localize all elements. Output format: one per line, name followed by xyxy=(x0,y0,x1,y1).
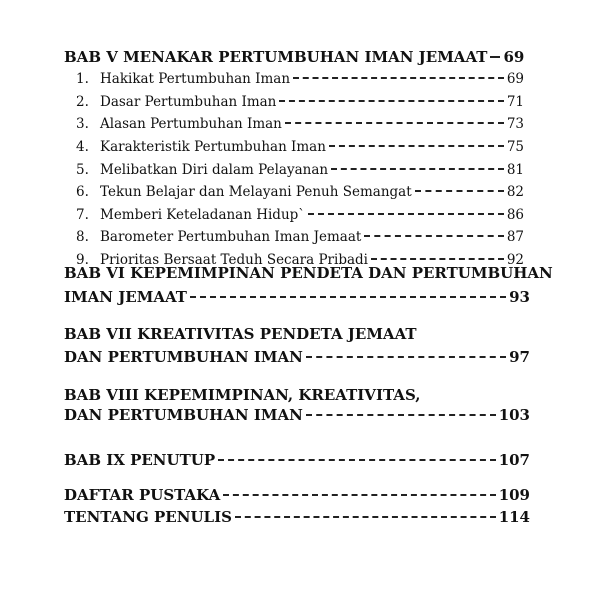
dot-leader xyxy=(371,258,504,260)
toc-subitem-number: 7. xyxy=(76,207,89,223)
toc-subitem[interactable] xyxy=(76,96,524,110)
toc-subitem-label: Prioritas Bersaat Teduh Secara Pribadi xyxy=(100,252,368,268)
toc-entry-title: BAB VII KREATIVITAS PENDETA JEMAAT xyxy=(64,325,417,343)
toc-subitem[interactable] xyxy=(76,73,524,87)
toc-page-number: 69 xyxy=(506,71,524,87)
toc-page-number: 109 xyxy=(498,486,530,504)
toc-subitem-number: 1. xyxy=(76,71,89,87)
toc-page-number: 103 xyxy=(498,406,530,424)
toc-entry-bab6-line1[interactable] xyxy=(64,266,553,281)
dot-leader xyxy=(285,122,504,124)
toc-entry-bab9[interactable] xyxy=(64,453,530,468)
toc-entry-title: IMAN JEMAAT xyxy=(64,288,187,306)
dot-leader xyxy=(293,77,504,79)
toc-entry-bab7[interactable] xyxy=(64,350,530,365)
toc-subitem[interactable] xyxy=(76,164,524,178)
dot-leader xyxy=(329,145,504,147)
toc-page-number: 86 xyxy=(506,207,524,223)
toc-entry-bab6[interactable] xyxy=(64,290,530,305)
toc-page-number: 71 xyxy=(506,94,524,110)
toc-page-number: 69 xyxy=(503,48,525,66)
toc-entry-title: BAB VIII KEPEMIMPINAN, KREATIVITAS, xyxy=(64,386,421,404)
toc-subitem-number: 5. xyxy=(76,162,89,178)
toc-subitem-label: Karakteristik Pertumbuhan Iman xyxy=(100,139,326,155)
dot-leader xyxy=(364,235,504,237)
toc-subitem[interactable] xyxy=(76,141,524,155)
toc-page-number: 97 xyxy=(509,348,530,366)
toc-entry-title: BAB V MENAKAR PERTUMBUHAN IMAN JEMAAT xyxy=(64,48,488,66)
dot-leader xyxy=(190,296,506,298)
toc-entry-title: DAFTAR PUSTAKA xyxy=(64,486,221,504)
toc-entry-daftar-pustaka[interactable] xyxy=(64,488,530,503)
dot-leader xyxy=(235,516,496,518)
toc-page-number: 93 xyxy=(509,288,530,306)
dot-leader xyxy=(308,213,504,215)
toc-entry-bab8-line1[interactable] xyxy=(64,388,420,403)
toc-page-number: 114 xyxy=(498,508,530,526)
toc-page-number: 75 xyxy=(506,139,524,155)
toc-entry-title: TENTANG PENULIS xyxy=(64,508,232,526)
toc-entry-bab7-line1[interactable] xyxy=(64,327,417,342)
toc-subitem-label: Alasan Pertumbuhan Iman xyxy=(100,116,282,132)
toc-page-number: 87 xyxy=(506,229,524,245)
dot-leader xyxy=(415,190,504,192)
toc-page-number: 107 xyxy=(498,451,530,469)
toc-subitem-number: 2. xyxy=(76,94,89,110)
toc-subitem-label: Melibatkan Diri dalam Pelayanan xyxy=(100,162,329,178)
toc-entry-bab5[interactable] xyxy=(64,50,524,65)
dot-leader xyxy=(306,414,496,416)
toc-subitem-label: Memberi Keteladanan Hidup` xyxy=(100,207,306,223)
toc-subitem-label: Hakikat Pertumbuhan Iman xyxy=(100,71,291,87)
dot-leader xyxy=(306,356,506,358)
toc-subitem[interactable] xyxy=(76,118,524,132)
toc-subitem-number: 8. xyxy=(76,229,89,245)
toc-entry-bab8[interactable] xyxy=(64,408,530,423)
dot-leader xyxy=(490,56,500,58)
dot-leader xyxy=(223,494,495,496)
dot-leader xyxy=(218,459,496,461)
toc-subitem-label: Dasar Pertumbuhan Iman xyxy=(100,94,277,110)
toc-page-number: 82 xyxy=(506,184,524,200)
toc-subitem[interactable] xyxy=(76,209,524,223)
toc-entry-title: BAB IX PENUTUP xyxy=(64,451,216,469)
toc-subitem[interactable] xyxy=(76,186,524,200)
toc-page-number: 73 xyxy=(506,116,524,132)
toc-subitem-number: 4. xyxy=(76,139,89,155)
dot-leader xyxy=(331,168,504,170)
toc-subitem-number: 6. xyxy=(76,184,89,200)
toc-page-number: 92 xyxy=(506,252,524,268)
toc-entry-title: BAB VI KEPEMIMPINAN PENDETA DAN PERTUMBUHAN xyxy=(64,264,553,282)
toc-page-number: 81 xyxy=(506,162,524,178)
toc-subitem-number: 3. xyxy=(76,116,89,132)
toc-subitem-label: Tekun Belajar dan Melayani Penuh Semangat xyxy=(100,184,412,200)
dot-leader xyxy=(279,100,503,102)
toc-entry-tentang-penulis[interactable] xyxy=(64,510,530,525)
toc-subitem[interactable] xyxy=(76,231,524,245)
toc-entry-title: DAN PERTUMBUHAN IMAN xyxy=(64,348,303,366)
toc-subitem-number: 9. xyxy=(76,252,89,268)
toc-subitem-label: Barometer Pertumbuhan Iman Jemaat xyxy=(100,229,362,245)
toc-entry-title: DAN PERTUMBUHAN IMAN xyxy=(64,406,303,424)
